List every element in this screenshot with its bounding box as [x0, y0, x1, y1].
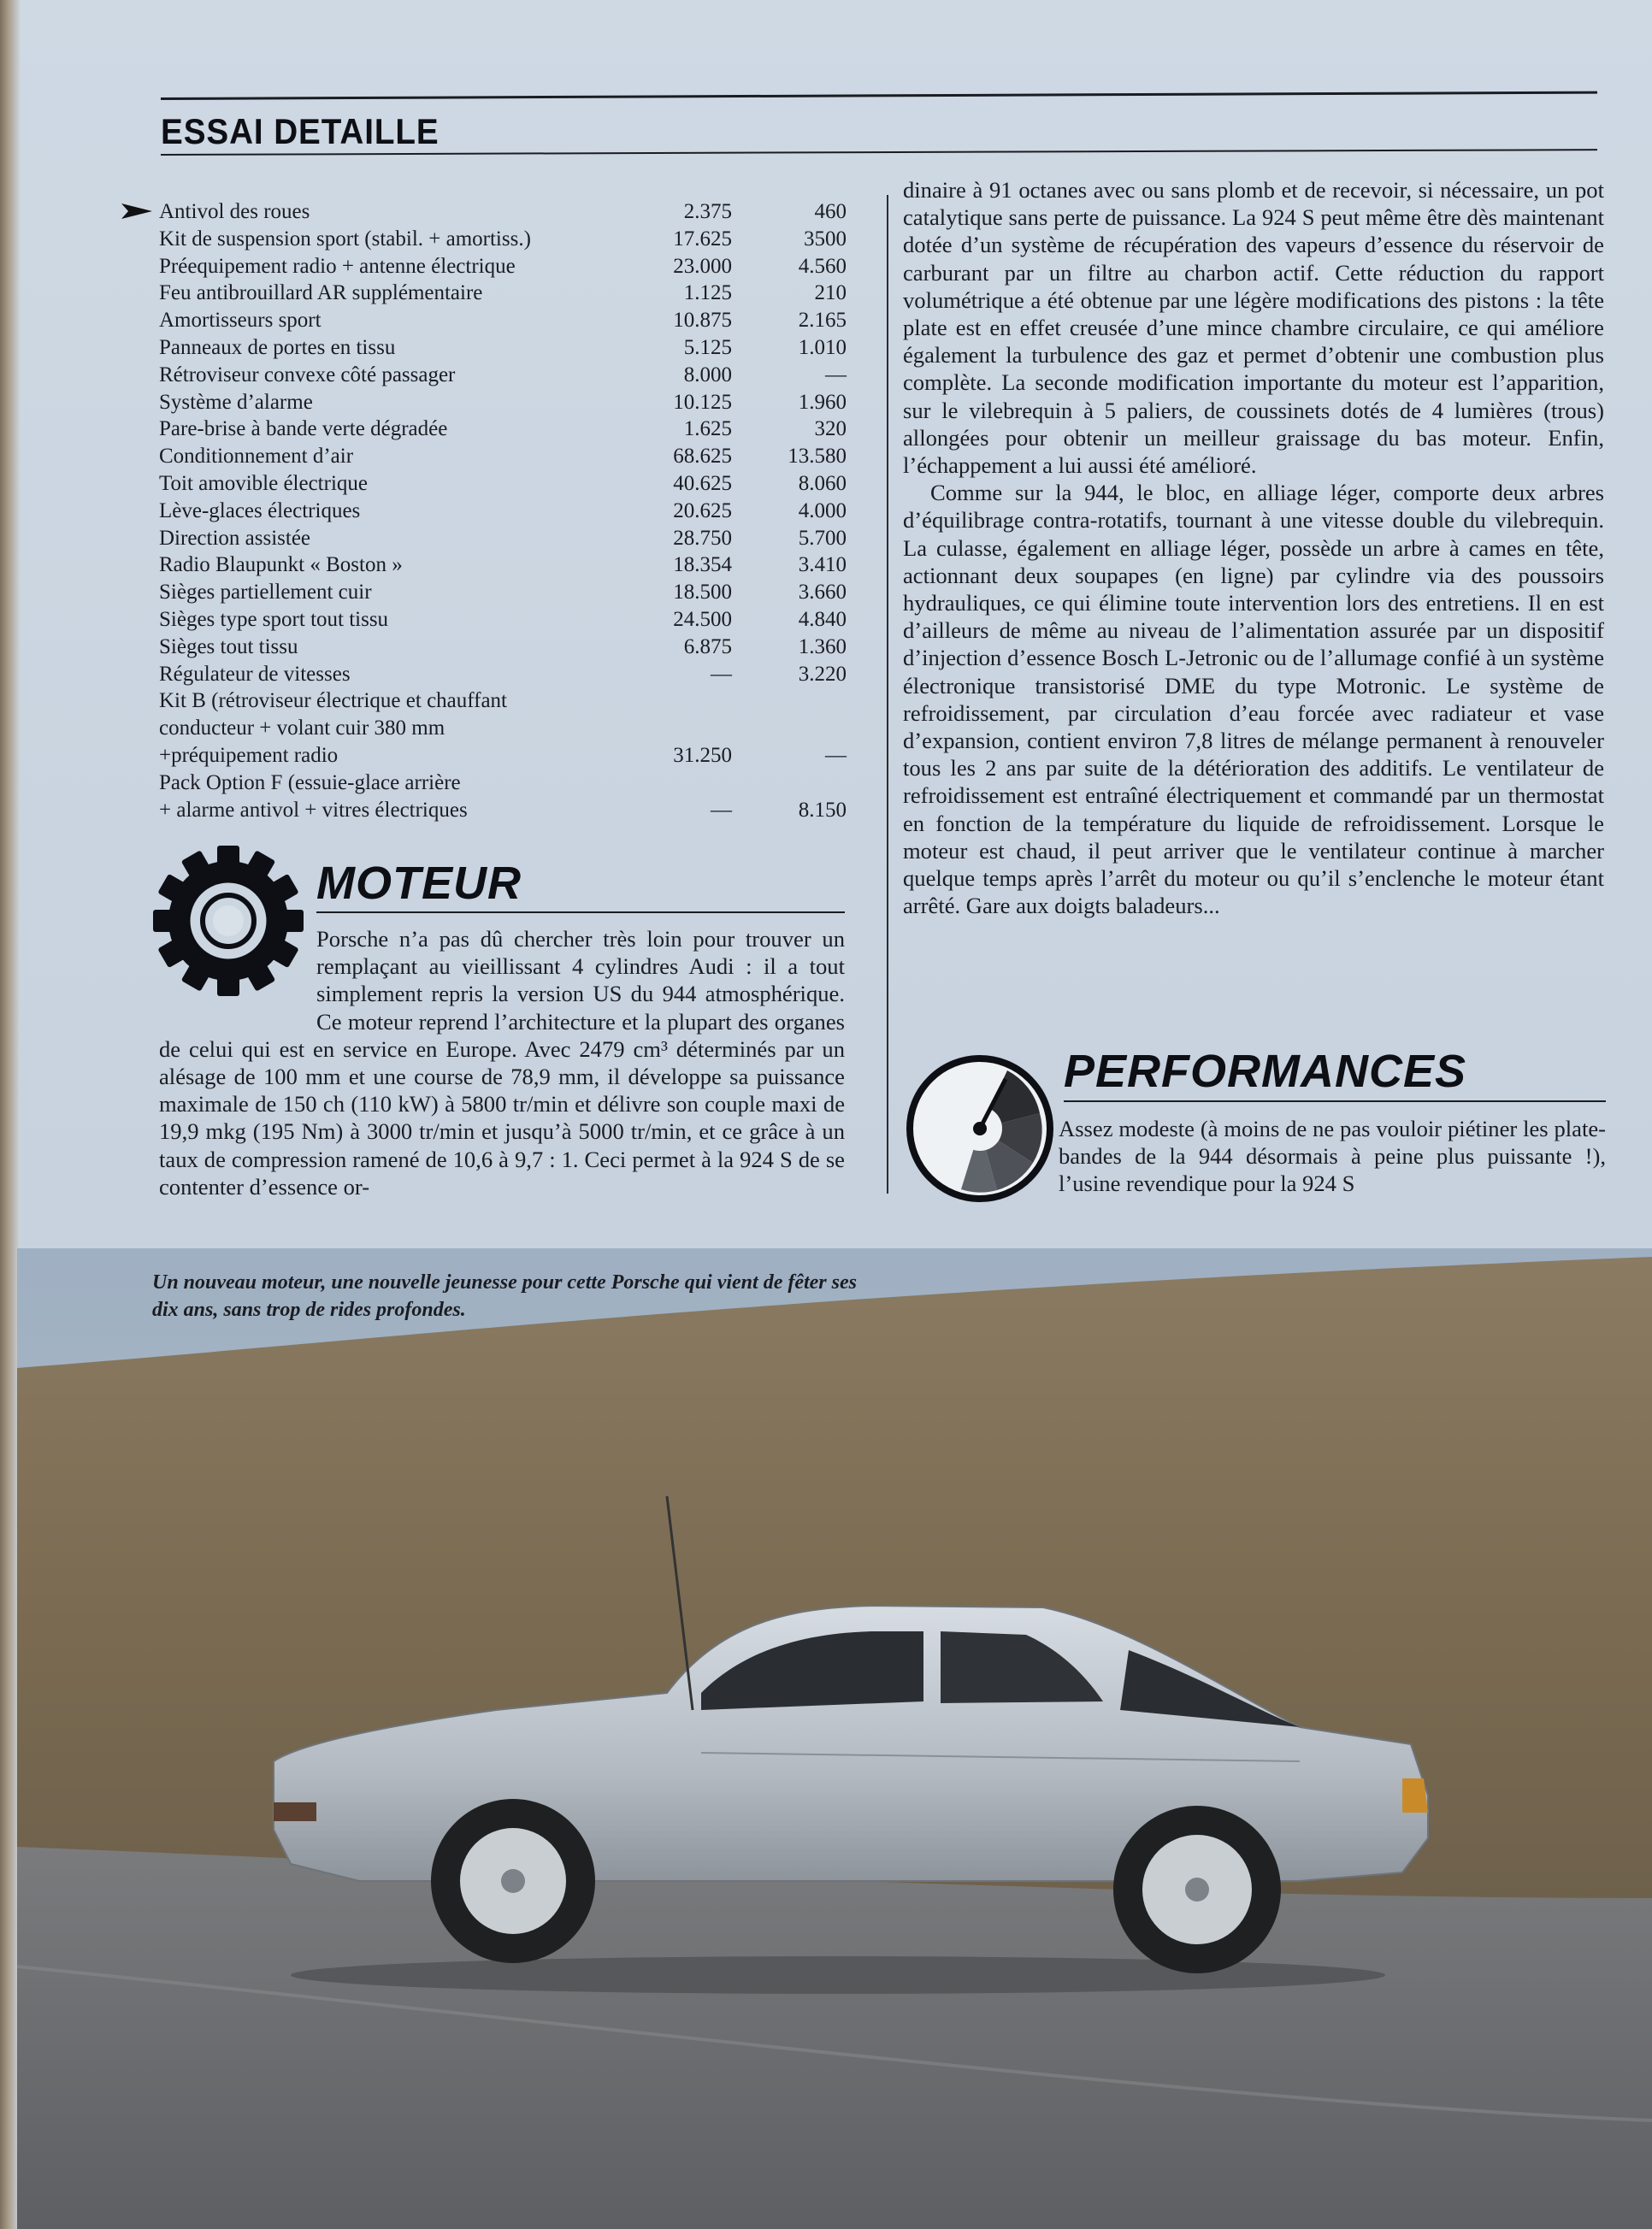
price-row: [159, 742, 860, 770]
option-price-alt: 1.010: [798, 335, 847, 359]
option-price: 40.625: [673, 471, 732, 495]
option-label: Sièges partiellement cuir: [159, 581, 372, 604]
porsche-924-image: [17, 1248, 1652, 2229]
price-row: [159, 498, 860, 525]
price-row: [159, 634, 860, 661]
photo-caption: Un nouveau moteur, une nouvelle jeunesse pour cette Porsche qui vient de fêter ses dix ans, sans trop de rides profondes.: [152, 1271, 857, 1321]
option-label: Direction assistée: [159, 526, 311, 550]
option-price: 24.500: [673, 607, 732, 631]
option-price-alt: 3.660: [798, 581, 847, 604]
price-row: [159, 579, 860, 606]
price-row: [159, 253, 860, 280]
option-label: Pare-brise à bande verte dégradée: [159, 417, 448, 441]
column-divider: [887, 195, 888, 1194]
price-row: [159, 470, 860, 498]
option-label: Sièges tout tissu: [159, 634, 298, 658]
option-label: Conditionnement d’air: [159, 445, 354, 469]
option-price: 6.875: [683, 634, 732, 658]
option-price: —: [711, 662, 732, 686]
option-price: 2.375: [683, 200, 732, 223]
option-price: 20.625: [673, 498, 732, 522]
price-row: [159, 416, 860, 443]
option-price-alt: 4.000: [798, 498, 847, 522]
option-price-alt: —: [825, 743, 847, 767]
option-price-alt: 13.580: [788, 445, 847, 469]
option-price: 1.625: [683, 417, 732, 441]
option-label: Kit de suspension sport (stabil. + amortiss.): [159, 227, 531, 251]
option-price: —: [711, 798, 732, 822]
performances-paragraph: Assez modeste (à moins de ne pas vouloir piétiner les plate-bandes de la 944 désormais à peine plus puissante !), l’usine revendique pour la 924 S: [1059, 1116, 1606, 1197]
option-price: 17.625: [673, 227, 732, 251]
options-price-table: [159, 198, 860, 823]
price-row: [159, 198, 860, 226]
price-row: [159, 770, 860, 797]
moteur-paragraph: [159, 925, 845, 1200]
option-price-alt: 3500: [804, 227, 847, 251]
option-price-alt: 320: [814, 417, 847, 441]
option-label: Antivol des roues: [159, 200, 310, 223]
option-price: 10.125: [673, 390, 732, 414]
option-price-alt: 4.560: [798, 254, 847, 278]
option-label: Panneaux de portes en tissu: [159, 335, 396, 359]
price-row: [159, 443, 860, 470]
icon-spacer: [159, 925, 316, 1035]
performances-text-block: [1059, 1115, 1606, 1198]
option-price: 18.354: [673, 553, 732, 577]
option-price: 10.875: [673, 309, 732, 333]
option-price-alt: 3.410: [798, 553, 847, 577]
option-label: Rétroviseur convexe côté passager: [159, 363, 456, 386]
moteur-paragraph-text: Porsche n’a pas dû chercher très loin pour trouver un remplaçant au vieillissant 4 cylindres Audi : il a tout simplement repris la version US du 944 atmosphérique. Ce moteur reprend l’architecture et la plupart des organes de celui qui est en service en Europe. Avec 2479 cm³ déterminés par un alésage de 100 mm et une course de 78,9 mm, il développe sa puissance maximale de 150 ch (110 kW) à 5800 tr/min et délivre son couple maxi de 19,9 mkg (195 Nm) à 3000 tr/min et jusqu’à 5000 tr/min, et ce grâce à un taux de compression ramené de 10,6 à 9,7 : 1. Ceci permet à la 924 S de se contenter d’essence or-: [159, 926, 845, 1200]
speedometer-icon: [905, 1053, 1055, 1204]
right-column-text: [903, 176, 1604, 919]
option-price: 31.250: [673, 743, 732, 767]
option-label: Pack Option F (essuie-glace arrière: [159, 770, 461, 794]
option-price: 8.000: [683, 363, 732, 386]
option-label: Toit amovible électrique: [159, 471, 368, 495]
option-label: Kit B (rétroviseur électrique et chauffant: [159, 689, 508, 713]
price-row: [159, 389, 860, 416]
option-label: conducteur + volant cuir 380 mm: [159, 716, 445, 740]
option-price-alt: 8.060: [798, 471, 847, 495]
section-header-title: ESSAI DETAILLE: [161, 111, 440, 151]
price-row: [159, 334, 860, 362]
price-row: [159, 280, 860, 307]
option-label: Préequipement radio + antenne électrique: [159, 254, 516, 278]
option-label: +préquipement radio: [159, 743, 339, 767]
price-row: [159, 606, 860, 634]
price-row: [159, 226, 860, 253]
option-price-alt: 3.220: [798, 662, 847, 686]
option-price: 1.125: [683, 281, 732, 305]
option-label: Feu antibrouillard AR supplémentaire: [159, 281, 483, 305]
option-price: 18.500: [673, 581, 732, 604]
option-label: Sièges type sport tout tissu: [159, 607, 389, 631]
right-paragraph-2: Comme sur la 944, le bloc, en alliage léger, comporte deux arbres d’équilibrage contra-rotatifs, tournant à une vitesse double du vilebrequin. La culasse, également en alliage léger, possède un arbre à cames en tête, actionnant deux soupapes (en ligne) par cylindre via des poussoirs hydrauliques, ce qui élimine toute intervention lors des entretiens. Il en est d’ailleurs de même au niveau de l’alimentation assurée par un dispositif d’injection d’essence Bosch L-Jetronic ou de l’allumage confié à un système électronique transistorisé DME du type Motronic. Le système de refroidissement, par circulation d’eau forcée avec radiateur et vase d’expansion, contient environ 7,8 litres de mélange permanent à renouveler tous les 2 ans par suite de la détérioration des additifs. Le ventilateur de refroidissement est entraîné électriquement et commandé par un thermostat en fonction de la température du liquide de refroidissement. Lorsque le moteur est chaud, il peut arriver que le ventilateur continue à marcher quelque temps après l’arrêt du moteur ou qu’il s’enclenche le moteur étant arrêté. Gare aux doigts baladeurs...: [903, 480, 1604, 919]
option-price-alt: —: [825, 363, 847, 386]
option-label: + alarme antivol + vitres électriques: [159, 798, 468, 822]
option-price-alt: 1.960: [798, 390, 847, 414]
option-price-alt: 8.150: [798, 798, 847, 822]
price-row: [159, 715, 860, 742]
arrow-pointer-icon: [121, 203, 152, 219]
price-row: [159, 661, 860, 688]
option-price: 23.000: [673, 254, 732, 278]
option-price-alt: 4.840: [798, 607, 847, 631]
option-label: Système d’alarme: [159, 390, 313, 414]
option-price-alt: 5.700: [798, 526, 847, 550]
price-row: [159, 307, 860, 334]
option-price-alt: 1.360: [798, 634, 847, 658]
moteur-text-block: [159, 925, 845, 1200]
option-label: Radio Blaupunkt « Boston »: [159, 553, 403, 577]
option-price-alt: 2.165: [798, 309, 847, 333]
option-price-alt: 460: [814, 200, 847, 223]
right-paragraph-1: dinaire à 91 octanes avec ou sans plomb et de recevoir, si nécessaire, un pot catalytique sans perte de puissance. La 924 S peut même être dès maintenant dotée d’un système de récupération des vapeurs d’essence du réservoir de carburant par un filtre au charbon actif. Cette réduction du rapport volumétrique a été obtenue par une légère modifications des pistons : la tête plate est en effet creusée d’une mince chambre circulaire, ce qui améliore également la turbulence des gaz et permet d’obtenir une combustion plus complète. La seconde modification importante du moteur est l’apparition, sur le vilebrequin à 5 paliers, de coussinets dotés de 4 lumières (trous) allongées pour obtenir un meilleur graissage du bas moteur. Enfin, l’échappement a lui aussi été amélioré.: [903, 177, 1604, 479]
option-label: Amortisseurs sport: [159, 309, 322, 333]
option-price-alt: 210: [814, 281, 847, 305]
option-label: Régulateur de vitesses: [159, 662, 351, 686]
price-row: [159, 362, 860, 389]
price-row: [159, 797, 860, 824]
option-price: 5.125: [683, 335, 732, 359]
car-photo: [17, 1248, 1652, 2229]
performances-title: PERFORMANCES: [1064, 1046, 1467, 1097]
option-label: Lève-glaces électriques: [159, 498, 361, 522]
option-price: 28.750: [673, 526, 732, 550]
option-price: 68.625: [673, 445, 732, 469]
price-row: [159, 687, 860, 715]
header-rule-top: [161, 91, 1597, 100]
moteur-title: MOTEUR: [316, 858, 522, 909]
price-row: [159, 525, 860, 552]
performances-rule: [1064, 1100, 1606, 1102]
price-row: [159, 551, 860, 579]
moteur-rule: [316, 911, 845, 913]
